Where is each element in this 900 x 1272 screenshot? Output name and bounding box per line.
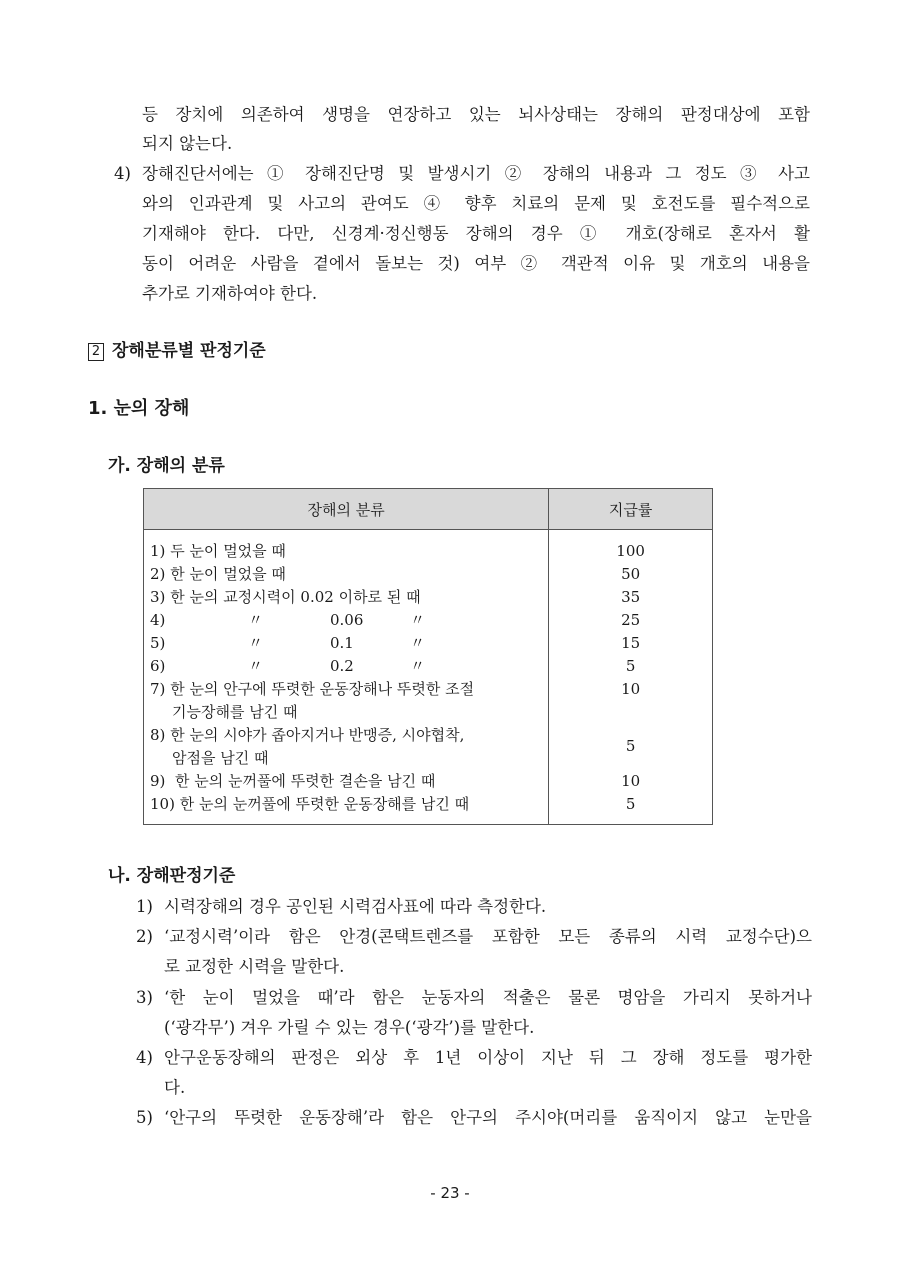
paragraph-line: 안구운동장해의 판정은 외상 후 1년 이상이 지난 뒤 그 장해 정도를 평가한 (164, 1048, 812, 1067)
list-item-number: 2) (136, 927, 153, 946)
paragraph-line: 다. (164, 1078, 186, 1097)
paragraph-line: 와의 인과관계 및 사고의 관여도 ④ 향후 치료의 문제 및 호전도를 필수적으로 (142, 194, 810, 213)
rate-value: 10 (621, 680, 641, 698)
paragraph-line: ‘교정시력’이라 함은 안경(콘택트렌즈를 포함한 모든 종류의 시력 교정수단)으 (164, 927, 812, 946)
rate-value: 10 (621, 772, 641, 790)
paragraph-line: 되지 않는다. (142, 134, 233, 153)
rate-value: 50 (621, 565, 641, 583)
list-item-continuation: 암점을 남긴 때 (172, 749, 269, 767)
rate-value: 5 (625, 795, 636, 813)
subsection-title: 가. 장해의 분류 (108, 456, 225, 476)
header-rate: 지급률 (549, 489, 713, 530)
list-item-number: 3) (136, 988, 153, 1007)
rate-spacer (549, 701, 712, 724)
rate-value: 35 (621, 588, 641, 606)
paragraph-line: (‘광각무’) 겨우 가릴 수 있는 경우(‘광각’)를 말한다. (164, 1018, 535, 1037)
list-item: 8) 한 눈의 시야가 좁아지거나 반맹증, 시야협착, (150, 726, 465, 744)
list-item-number: 4) (114, 164, 131, 183)
section-title: 장해분류별 판정기준 (112, 341, 266, 361)
rate-value: 25 (621, 611, 641, 629)
list-item-continuation: 기능장해를 남긴 때 (172, 703, 298, 721)
rate-value: 15 (621, 634, 641, 652)
chapter-title: 1. 눈의 장해 (88, 398, 190, 419)
subsection-title: 나. 장해판정기준 (108, 866, 236, 886)
list-item: 2) 한 눈이 멀었을 때 (150, 565, 286, 583)
paragraph-line: 장해진단서에는 ① 장해진단명 및 발생시기 ② 장해의 내용과 그 정도 ③ 사고 (142, 164, 810, 183)
section-heading (88, 340, 266, 362)
paragraph-line: ‘안구의 뚜렷한 운동장해’라 함은 안구의 주시야(머리를 움직이지 않고 눈만을 (164, 1108, 812, 1127)
list-item: 3) 한 눈의 교정시력이 0.02 이하로 된 때 (150, 588, 421, 606)
section-number-box: 2 (88, 343, 104, 361)
list-item-number: 4) (136, 1048, 153, 1067)
paragraph-line: 기재해야 한다. 다만, 신경계·정신행동 장해의 경우 ① 개호(장해로 혼자서 활 (142, 224, 810, 243)
list-item-number: 5) (136, 1108, 153, 1127)
list-item: 5) 〃 0.1 〃 (150, 634, 426, 652)
rate-value: 100 (616, 542, 645, 560)
list-item: 9) 한 눈의 눈꺼풀에 뚜렷한 결손을 남긴 때 (150, 772, 436, 790)
table-body-row (144, 530, 713, 825)
list-item: 10) 한 눈의 눈꺼풀에 뚜렷한 운동장해를 남긴 때 (150, 795, 470, 813)
paragraph-line: ‘한 눈이 멀었을 때’라 함은 눈동자의 적출은 물론 명암을 가리지 못하거나 (164, 988, 812, 1007)
list-item: 4) 〃 0.06 〃 (150, 611, 426, 629)
header-category: 장해의 분류 (144, 489, 549, 530)
list-item: 1) 두 눈이 멀었을 때 (150, 542, 286, 560)
page-number: - 23 - (430, 1184, 470, 1202)
paragraph-line: 동이 어려운 사람을 곁에서 돌보는 것) 여부 ② 객관적 이유 및 개호의 내용을 (142, 254, 810, 273)
list-item: 6) 〃 0.2 〃 (150, 657, 426, 675)
rate-value: 5 (625, 657, 636, 675)
paragraph-line: 로 교정한 시력을 말한다. (164, 957, 345, 976)
disability-classification-table (143, 488, 713, 825)
category-column (144, 530, 549, 825)
list-item-number: 1) (136, 897, 153, 916)
paragraph-line: 추가로 기재하여야 한다. (142, 284, 318, 303)
paragraph-line: 등 장치에 의존하여 생명을 연장하고 있는 뇌사상태는 장해의 판정대상에 포함 (142, 105, 810, 124)
list-item: 7) 한 눈의 안구에 뚜렷한 운동장해나 뚜렷한 조절 (150, 680, 475, 698)
paragraph-line: 시력장해의 경우 공인된 시력검사표에 따라 측정한다. (164, 897, 547, 916)
rate-value: 5 (625, 737, 636, 755)
rate-column (549, 530, 713, 825)
table-header-row (144, 489, 713, 530)
